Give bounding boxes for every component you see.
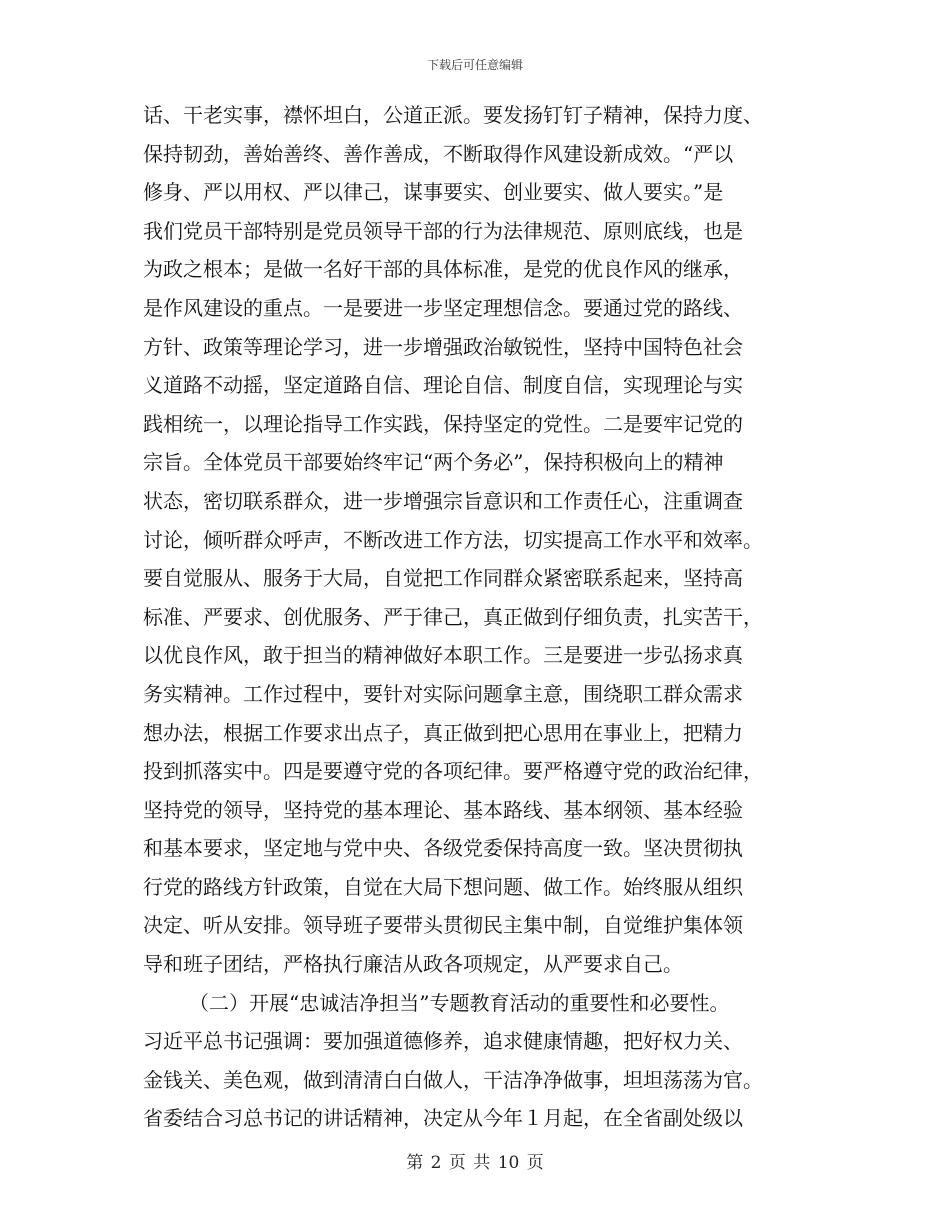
text-line: 务实精神。工作过程中，要针对实际问题拿主意，围绕职工群众需求 xyxy=(143,681,743,706)
text-line: 决定、听从安排。领导班子要带头贯彻民主集中制，自觉维护集体领 xyxy=(143,913,743,938)
text-line: 讨论，倾听群众呼声，不断改进工作方法，切实提高工作水平和效率。 xyxy=(143,527,763,552)
text-line: 为政之根本；是做一名好干部的具体标准，是党的优良作风的继承， xyxy=(143,257,743,282)
text-line: 要自觉服从、服务于大局，自觉把工作同群众紧密联系起来，坚持高 xyxy=(143,566,743,591)
text-line: 保持韧劲，善始善终、善作善成，不断取得作风建设新成效。“严以 xyxy=(143,141,734,166)
text-line: 方针、政策等理论学习，进一步增强政治敏锐性，坚持中国特色社会 xyxy=(143,334,743,359)
text-line: 践相统一，以理论指导工作实践，保持坚定的党性。二是要牢记党的 xyxy=(143,411,743,436)
text-line: 省委结合习总书记的讲话精神，决定从今年１月起，在全省副处级以 xyxy=(143,1106,743,1131)
text-line: 话、干老实事，襟怀坦白，公道正派。要发扬钉钉子精神，保持力度、 xyxy=(143,103,763,127)
text-line: 以优良作风，敢于担当的精神做好本职工作。三是要进一步弘扬求真 xyxy=(143,643,743,668)
text-line: 状态，密切联系群众，进一步增强宗旨意识和工作责任心，注重调查 xyxy=(143,488,743,513)
document-body xyxy=(143,96,813,1138)
text-line: 金钱关、美色观，做到清清白白做人，干洁净净做事，坦坦荡荡为官。 xyxy=(143,1067,763,1092)
text-line: 修身、严以用权、严以律己，谋事要实、创业要实、做人要实。”是 xyxy=(143,180,724,205)
page-number: 第 2 页 共 10 页 xyxy=(406,1153,544,1173)
text-line: 义道路不动摇，坚定道路自信、理论自信、制度自信，实现理论与实 xyxy=(143,373,743,398)
text-line: 行党的路线方针政策，自觉在大局下想问题、做工作。始终服从组织 xyxy=(143,874,743,899)
text-line: 是作风建设的重点。一是要进一步坚定理想信念。要通过党的路线、 xyxy=(143,295,743,320)
text-line: 想办法，根据工作要求出点子，真正做到把心思用在事业上，把精力 xyxy=(143,720,743,745)
text-line: 标准、严要求、创优服务、严于律己，真正做到仔细负责，扎实苦干， xyxy=(143,604,763,629)
text-line: 坚持党的领导，坚持党的基本理论、基本路线、基本纲领、基本经验 xyxy=(143,797,743,822)
text-line: 投到抓落实中。四是要遵守党的各项纪律。要严格遵守党的政治纪律， xyxy=(143,759,763,784)
text-line: 和基本要求，坚定地与党中央、各级党委保持高度一致。坚决贯彻执 xyxy=(143,836,743,861)
text-line: 我们党员干部特别是党员领导干部的行为法律规范、原则底线，也是 xyxy=(143,218,743,243)
page-header-note: 下载后可任意编辑 xyxy=(426,58,523,72)
text-line: 宗旨。全体党员干部要始终牢记“两个务必”，保持积极向上的精神 xyxy=(143,450,724,475)
text-line: 导和班子团结，严格执行廉洁从政各项规定，从严要求自己。 xyxy=(143,952,683,977)
section-heading: （二）开展“忠诚洁净担当”专题教育活动的重要性和必要性。 xyxy=(189,990,730,1015)
text-line: 习近平总书记强调：要加强道德修养，追求健康情趣，把好权力关、 xyxy=(143,1029,743,1054)
